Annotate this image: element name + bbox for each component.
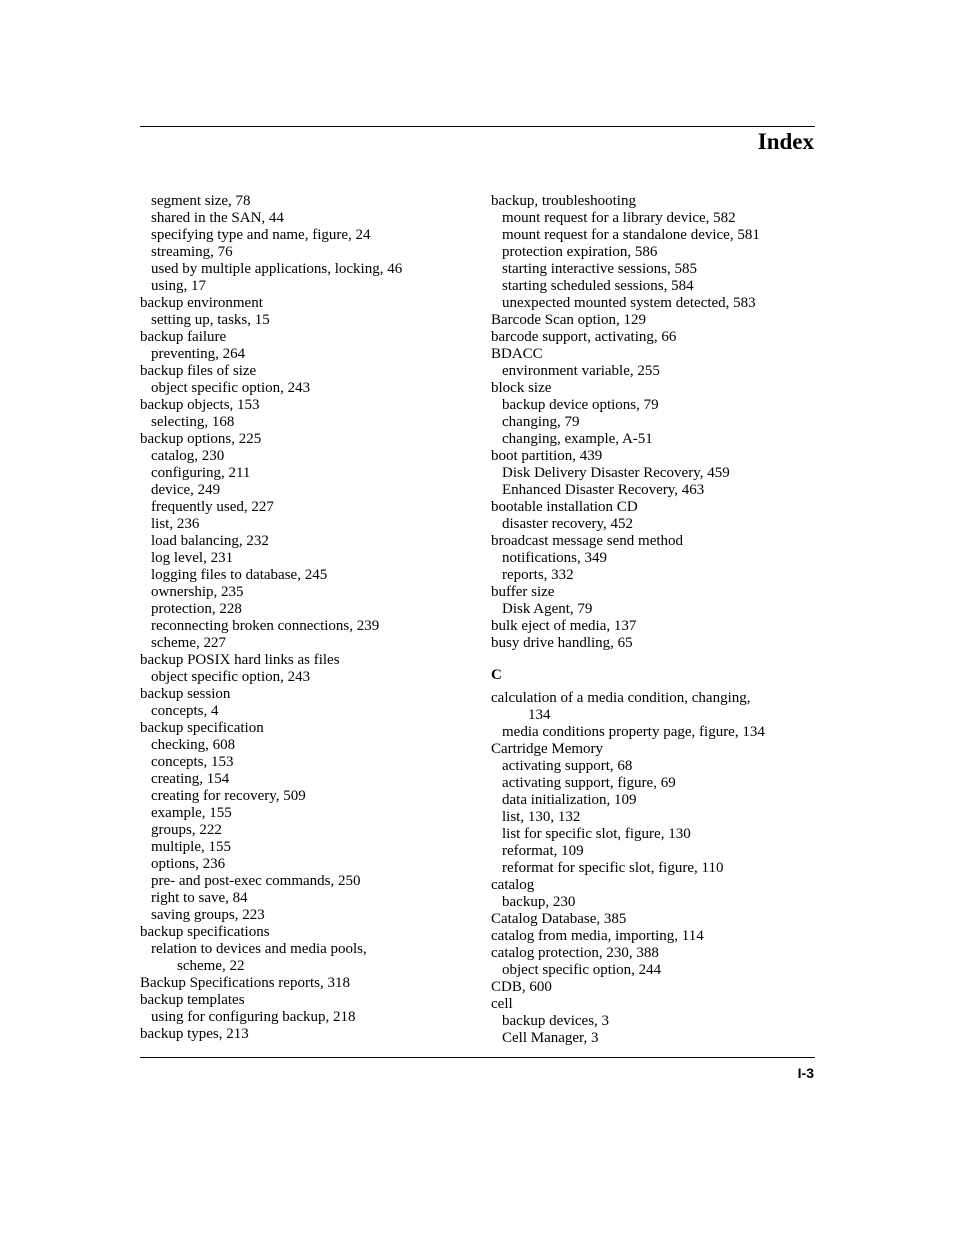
- index-subentry: list for specific slot, figure, 130: [502, 826, 691, 842]
- index-subentry: starting scheduled sessions, 584: [502, 278, 694, 294]
- index-subentry: preventing, 264: [151, 346, 246, 362]
- index-subentry: object specific option, 244: [502, 962, 662, 978]
- index-subentry: Cell Manager, 3: [502, 1030, 599, 1046]
- index-entry: calculation of a media condition, changing,: [491, 690, 751, 706]
- index-entry: backup, troubleshooting: [491, 193, 636, 209]
- index-subentry: using, 17: [151, 278, 207, 294]
- index-column-left: [140, 193, 480, 1043]
- index-subentry: ownership, 235: [151, 584, 244, 600]
- index-entry: bootable installation CD: [491, 499, 638, 515]
- index-subentry: backup device options, 79: [502, 397, 659, 413]
- index-subentry: scheme, 227: [151, 635, 226, 651]
- header-rule: [140, 126, 815, 127]
- index-subentry: groups, 222: [151, 822, 222, 838]
- index-subentry: starting interactive sessions, 585: [502, 261, 697, 277]
- index-entry: catalog protection, 230, 388: [491, 945, 659, 961]
- index-entry: Catalog Database, 385: [491, 911, 627, 927]
- index-entry: bulk eject of media, 137: [491, 618, 637, 634]
- index-subentry: reports, 332: [502, 567, 574, 583]
- index-subentry: multiple, 155: [151, 839, 231, 855]
- index-subentry: reformat, 109: [502, 843, 584, 859]
- index-letter-heading: C: [491, 667, 502, 683]
- index-column-right: [491, 193, 821, 1047]
- index-entry: broadcast message send method: [491, 533, 684, 549]
- index-subentry: right to save, 84: [151, 890, 248, 906]
- index-entry: catalog from media, importing, 114: [491, 928, 704, 944]
- index-subentry: Disk Agent, 79: [502, 601, 593, 617]
- index-entry: backup session: [140, 686, 231, 702]
- index-subentry: configuring, 211: [151, 465, 251, 481]
- index-subentry: 134: [528, 707, 551, 723]
- index-subentry: unexpected mounted system detected, 583: [502, 295, 756, 311]
- index-subentry: used by multiple applications, locking, 46: [151, 261, 403, 277]
- index-entry: buffer size: [491, 584, 555, 600]
- index-subentry: setting up, tasks, 15: [151, 312, 270, 328]
- index-subentry: example, 155: [151, 805, 232, 821]
- index-subentry: data initialization, 109: [502, 792, 637, 808]
- index-subentry: segment size, 78: [151, 193, 251, 209]
- index-subentry: options, 236: [151, 856, 226, 872]
- index-subentry: frequently used, 227: [151, 499, 274, 515]
- index-subentry: Enhanced Disaster Recovery, 463: [502, 482, 705, 498]
- index-subentry: backup, 230: [502, 894, 576, 910]
- index-entry: backup objects, 153: [140, 397, 260, 413]
- index-subentry: list, 130, 132: [502, 809, 581, 825]
- index-subentry: device, 249: [151, 482, 221, 498]
- index-subentry: changing, example, A-51: [502, 431, 653, 447]
- index-subentry: Disk Delivery Disaster Recovery, 459: [502, 465, 730, 481]
- index-subentry: backup devices, 3: [502, 1013, 610, 1029]
- index-subentry: pre- and post-exec commands, 250: [151, 873, 361, 889]
- page-number: I-3: [797, 1065, 814, 1081]
- page-title: Index: [757, 129, 814, 154]
- index-entry: block size: [491, 380, 552, 396]
- index-subentry: concepts, 153: [151, 754, 234, 770]
- index-subentry: reconnecting broken connections, 239: [151, 618, 380, 634]
- index-subentry: protection, 228: [151, 601, 242, 617]
- index-subentry: load balancing, 232: [151, 533, 269, 549]
- index-subentry: using for configuring backup, 218: [151, 1009, 356, 1025]
- index-subentry: relation to devices and media pools,: [151, 941, 367, 957]
- index-entry: CDB, 600: [491, 979, 552, 995]
- index-subentry: concepts, 4: [151, 703, 219, 719]
- index-subentry: environment variable, 255: [502, 363, 660, 379]
- index-entry: Backup Specifications reports, 318: [140, 975, 350, 991]
- index-subentry: mount request for a library device, 582: [502, 210, 736, 226]
- index-subentry: object specific option, 243: [151, 380, 311, 396]
- index-subentry: catalog, 230: [151, 448, 225, 464]
- index-subentry: creating for recovery, 509: [151, 788, 306, 804]
- index-subentry: activating support, figure, 69: [502, 775, 676, 791]
- index-subentry: checking, 608: [151, 737, 236, 753]
- index-subentry: changing, 79: [502, 414, 580, 430]
- index-subentry: specifying type and name, figure, 24: [151, 227, 371, 243]
- footer-rule: [140, 1057, 815, 1058]
- index-entry: boot partition, 439: [491, 448, 603, 464]
- index-subentry: disaster recovery, 452: [502, 516, 634, 532]
- index-entry: Barcode Scan option, 129: [491, 312, 646, 328]
- index-entry: BDACC: [491, 346, 543, 362]
- index-entry: barcode support, activating, 66: [491, 329, 677, 345]
- index-subentry: saving groups, 223: [151, 907, 265, 923]
- index-subentry: media conditions property page, figure, 134: [502, 724, 765, 740]
- index-entry: backup templates: [140, 992, 245, 1008]
- index-entry: backup options, 225: [140, 431, 262, 447]
- index-subentry: log level, 231: [151, 550, 234, 566]
- index-subentry: notifications, 349: [502, 550, 607, 566]
- index-subentry: selecting, 168: [151, 414, 235, 430]
- index-entry: busy drive handling, 65: [491, 635, 633, 651]
- index-subentry: protection expiration, 586: [502, 244, 658, 260]
- index-subentry: reformat for specific slot, figure, 110: [502, 860, 724, 876]
- index-entry: backup types, 213: [140, 1026, 249, 1042]
- index-entry: backup files of size: [140, 363, 257, 379]
- index-entry: backup specification: [140, 720, 264, 736]
- index-entry: backup environment: [140, 295, 263, 311]
- index-subentry: mount request for a standalone device, 581: [502, 227, 760, 243]
- index-entry: backup failure: [140, 329, 227, 345]
- index-subentry: shared in the SAN, 44: [151, 210, 284, 226]
- index-entry: backup specifications: [140, 924, 270, 940]
- index-entry: cell: [491, 996, 513, 1012]
- index-subentry: scheme, 22: [177, 958, 245, 974]
- index-subentry: activating support, 68: [502, 758, 633, 774]
- index-entry: catalog: [491, 877, 535, 893]
- index-subentry: creating, 154: [151, 771, 230, 787]
- index-entry: Cartridge Memory: [491, 741, 604, 757]
- index-subentry: object specific option, 243: [151, 669, 311, 685]
- index-subentry: logging files to database, 245: [151, 567, 328, 583]
- index-entry: backup POSIX hard links as files: [140, 652, 340, 668]
- index-subentry: streaming, 76: [151, 244, 233, 260]
- index-subentry: list, 236: [151, 516, 200, 532]
